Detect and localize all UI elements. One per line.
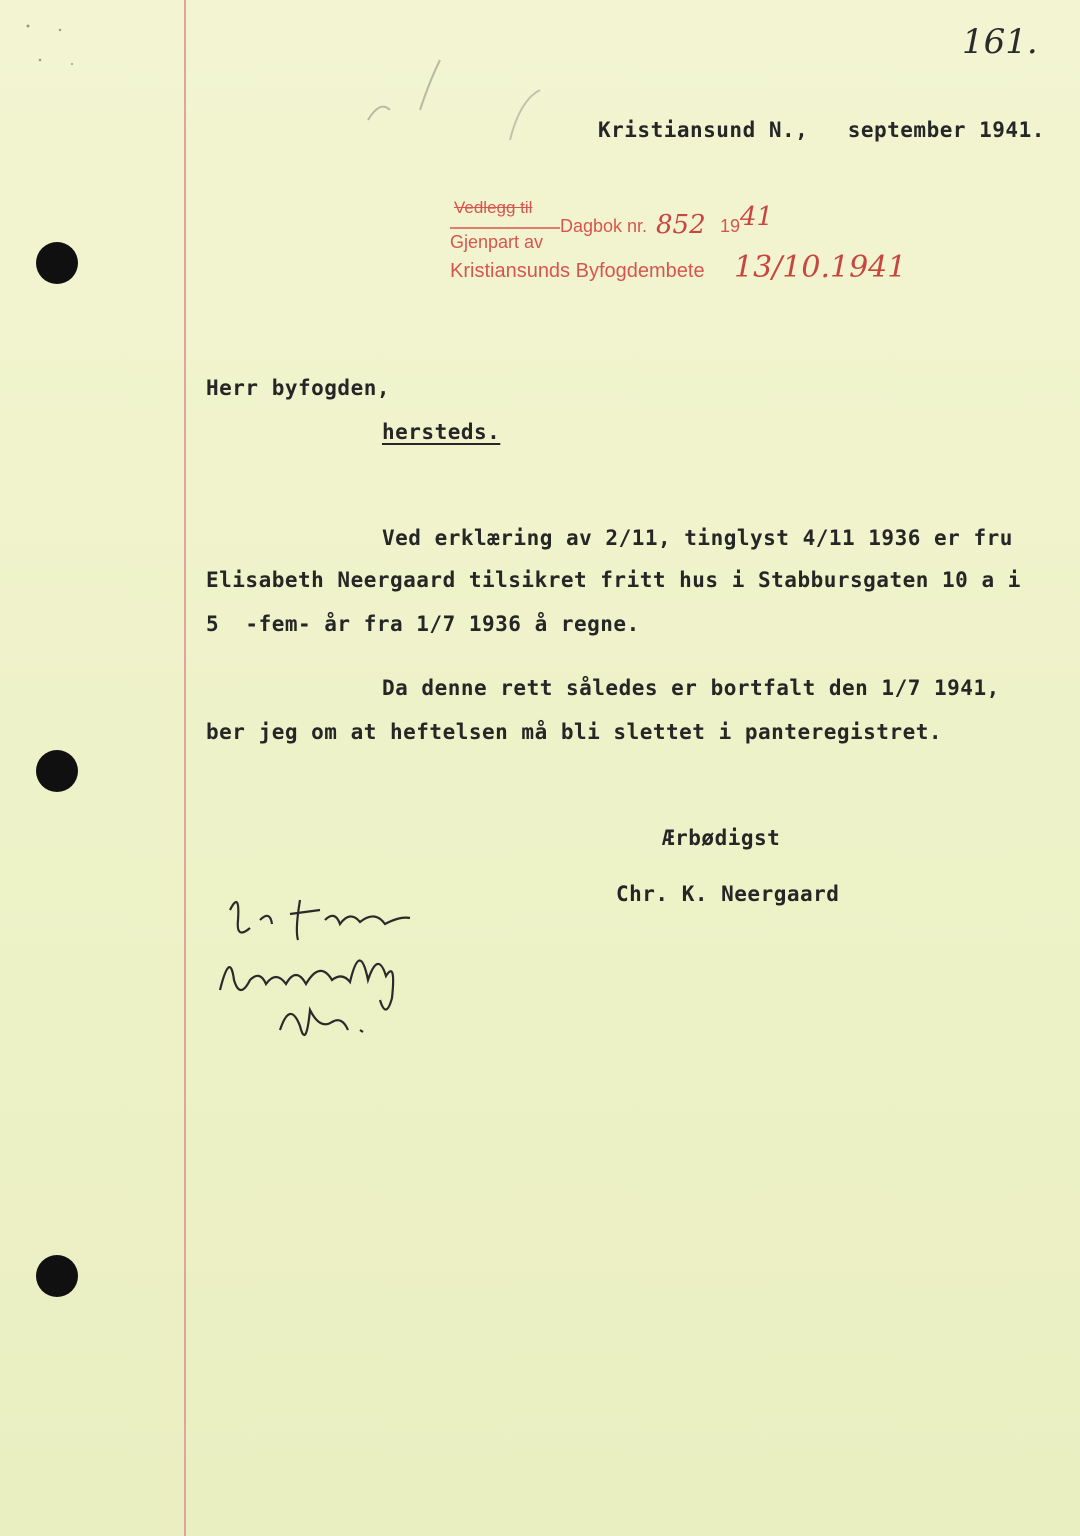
place-date-line: Kristiansund N., september 1941. [598, 118, 1045, 142]
body-para1-line1: Ved erklæring av 2/11, tinglyst 4/11 1936 er fru [382, 526, 1013, 550]
sender-name: Chr. K. Neergaard [616, 882, 840, 906]
punch-hole [36, 242, 78, 284]
closing: Ærbødigst [662, 826, 781, 850]
margin-rule [184, 0, 186, 1536]
stamp-dagbok-label: Dagbok nr. [560, 216, 648, 236]
body-para1-line3: 5 -fem- år fra 1/7 1936 å regne. [206, 612, 640, 636]
stamp-office-name: Kristiansunds Byfogdembete [450, 260, 705, 282]
page-number: 161. [962, 22, 1038, 62]
stamp-year-prefix: 19 [720, 216, 741, 236]
stamp-handwritten-date: 13/10.1941 [734, 250, 907, 285]
body-para1-line2: Elisabeth Neergaard tilsikret fritt hus i Stabbursgaten 10 a i [206, 568, 1021, 592]
pencil-marks [360, 40, 560, 160]
addressee-line-2: hersteds. [382, 420, 501, 444]
stamp-vedlegg-til: Vedlegg til [454, 198, 533, 217]
stamp-dagbok-number: 852 [656, 210, 706, 240]
stamp-gjenpart-av: Gjenpart av [450, 232, 544, 252]
paper-specks [20, 20, 90, 80]
body-para2-line2: ber jeg om at heftelsen må bli slettet i panteregistret. [206, 720, 943, 744]
addressee-line-1: Herr byfogden, [206, 376, 391, 400]
body-para2-line1: Da denne rett således er bortfalt den 1/7 1941, [382, 676, 1000, 700]
stamp-year-suffix: 41 [740, 202, 774, 232]
punch-hole [36, 750, 78, 792]
handwritten-note [210, 880, 450, 1060]
stamp-divider-line [450, 226, 560, 230]
punch-hole [36, 1255, 78, 1297]
